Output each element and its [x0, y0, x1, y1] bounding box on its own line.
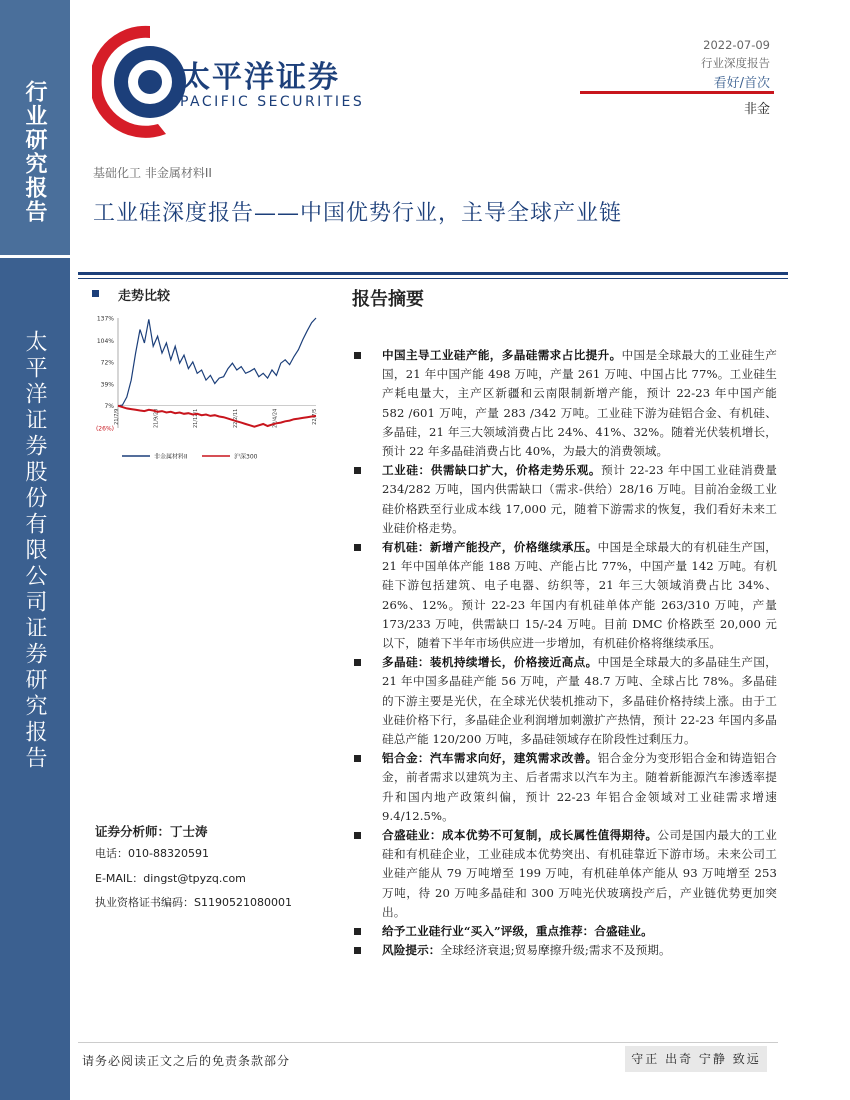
square-bullet-icon [92, 290, 99, 297]
x-tick-label: 21/9/20 [153, 408, 160, 429]
report-date: 2022-07-09 [703, 38, 770, 52]
summary-item-lead: 给予工业硅行业“买入”评级，重点推荐：合盛硅业。 [382, 924, 653, 939]
y-tick-label: 39% [100, 381, 114, 389]
summary-item-lead: 中国主导工业硅产能，多晶硅需求占比提升。 [382, 348, 622, 362]
summary-item-text: 中国是全球最大的工业硅生产国，21 年中国产能 498 万吨，产量 261 万吨、中国占比 77%。工业硅生产耗电量大，主产区新疆和云南限制新增产能，预计 22-23 年中国产能 582 /601 万吨，产量 283 /342 万吨。工业硅下游为硅铝合金、有机硅、多晶硅，21 年三大领域消费占比 24%、41%、32%。随着光伏装机增长，预计 22 年多晶硅消费占比 40%，为最大的消费领域。 [382, 348, 777, 459]
x-tick-label: 21/7/9 [114, 408, 120, 425]
summary-item [352, 749, 777, 826]
x-tick-label: 22/4/24 [272, 408, 279, 429]
x-tick-label: 22/2/11 [232, 408, 239, 429]
rating-underline [580, 91, 774, 94]
sidebar [0, 0, 70, 1100]
trend-comparison-chart [88, 310, 328, 470]
industry-category: 基础化工 非金属材料II [93, 166, 212, 180]
y-tick-label: 7% [104, 403, 114, 411]
square-bullet-icon [354, 352, 361, 359]
summary-item [352, 538, 777, 653]
y-tick-label: 104% [96, 337, 114, 345]
analyst-phone: 电话：010-88320591 [95, 847, 209, 860]
summary-item-lead: 合盛硅业：成本优势不可复制，成长属性值得期待。 [382, 828, 658, 843]
square-bullet-icon [354, 544, 361, 551]
summary-heading: 报告摘要 [352, 289, 424, 310]
square-bullet-icon [354, 755, 361, 762]
x-tick-label: 22/7/5 [312, 408, 318, 425]
series-line [118, 318, 316, 406]
series-line [118, 406, 316, 427]
summary-item-text: 中国是全球最大的多晶硅生产国，21 年中国多晶硅产能 56 万吨，产量 48.7 万吨、全球占比 78%。多晶硅的下游主要是光伏，在全球光伏装机推动下，多晶硅价格持续上涨。由于工业硅价格下行，多晶硅企业利润增加刺激扩产热情，预计 22-23 年国内多晶硅总产能 120/200 万吨，多晶硅领域存在阶段性过剩压力。 [382, 655, 777, 747]
summary-item [352, 461, 777, 538]
summary-item-lead: 多晶硅：装机持续增长，价格接近高点。 [382, 655, 598, 670]
summary-list [352, 346, 777, 961]
summary-item [352, 346, 777, 461]
footer-disclaimer: 请务必阅读正文之后的免责条款部分 [82, 1054, 291, 1068]
y-tick-label: 137% [96, 315, 114, 323]
square-bullet-icon [354, 832, 361, 839]
rating: 看好/首次 [713, 76, 770, 91]
sector-label: 非金 [743, 102, 770, 117]
summary-item-text: 铝合金分为变形铝合金和铸造铝合金，前者需求以建筑为主、后者需求以汽车为主。随着新能源汽车渗透率提升和国内地产政策纠偏，预计 22-23 年铝合金领域对工业硅需求增速 9.4/12.5%。 [382, 751, 777, 823]
report-type-vertical-label: 行业研究报告 [22, 80, 47, 224]
y-tick-label: 72% [100, 359, 114, 367]
x-tick-label: 21/12/1 [193, 408, 200, 429]
square-bullet-icon [354, 928, 361, 935]
legend-label: 非金属材料II [154, 453, 188, 461]
section-divider-thin [78, 278, 788, 279]
square-bullet-icon [354, 947, 361, 954]
summary-item-lead: 工业硅：供需缺口扩大，价格走势乐观。 [382, 463, 602, 478]
section-divider [78, 272, 788, 275]
summary-item-text: 预计 22-23 年中国工业硅消费量 234/282 万吨，国内供需缺口（需求-供给）28/16 万吨。目前冶金级工业硅价格跌至行业成本线 17,000 元，随着下游需求的恢复，我们看好未来工业硅价格走势。 [382, 463, 777, 535]
company-vertical-label: 太平洋证券股份有限公司证券研究报告 [22, 330, 47, 772]
report-type: 行业深度报告 [701, 56, 770, 70]
analyst-certificate: 执业资格证书编码：S1190521080001 [95, 896, 292, 909]
summary-item-text: 公司是国内最大的工业硅和有机硅企业，工业硅成本优势突出、有机硅靠近下游市场。未来公司工业硅产能从 79 万吨增至 199 万吨，有机硅单体产能从 93 万吨增至 253 万吨，待 20 万吨多晶硅和 300 万吨光伏玻璃投产后，产业链优势更加突出。 [382, 828, 777, 919]
summary-item [352, 826, 777, 922]
square-bullet-icon [354, 659, 361, 666]
report-title: 工业硅深度报告——中国优势行业，主导全球产业链 [93, 201, 623, 226]
analyst-email: E-MAIL：dingst@tpyzq.com [95, 872, 246, 885]
y-tick-label: (26%) [95, 425, 114, 433]
trend-chart-heading: 走势比较 [118, 289, 171, 304]
brand-name-cn: 太平洋证券 [180, 60, 340, 95]
footer-motto: 守正 出奇 宁静 致远 [625, 1046, 767, 1072]
summary-item-lead: 铝合金：汽车需求向好，建筑需求改善。 [382, 751, 598, 766]
summary-item-lead: 风险提示： [382, 943, 441, 958]
analyst-name: 证券分析师：丁士涛 [95, 824, 208, 839]
summary-item [352, 653, 777, 749]
footer-divider [78, 1042, 778, 1043]
summary-item-text: 全球经济衰退;贸易摩擦升级;需求不及预期。 [440, 943, 671, 958]
summary-item-lead: 有机硅：新增产能投产，价格继续承压。 [382, 540, 598, 555]
square-bullet-icon [354, 467, 361, 474]
summary-item-text: 中国是全球最大的有机硅生产国，21 年中国单体产能 188 万吨、产能占比 77%，中国产量 142 万吨。有机硅下游包括建筑、电子电器、纺织等，21 年三大领域消费占比 34%、26%、12%。预计 22-23 年国内有机硅单体产能 263/310 万吨，产量 173/233 万吨，供需缺口 15/-24 万吨。目前 DMC 价格跌至 20,000 元以下，随着下半年市场供应进一步增加，有机硅价格将继续承压。 [382, 540, 777, 651]
summary-item [352, 941, 777, 960]
brand-name-en: PACIFIC SECURITIES [180, 94, 365, 110]
summary-item [352, 922, 777, 941]
legend-label: 沪深300 [234, 453, 258, 461]
